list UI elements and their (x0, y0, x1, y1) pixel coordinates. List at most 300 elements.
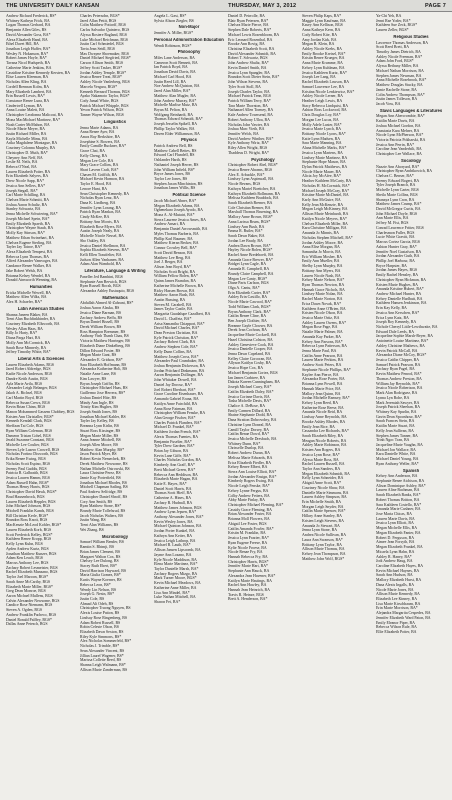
graduate-name: Lisa Marie Kirschbaum, BA (376, 601, 421, 606)
graduate-name: Eric William Mosher, BA (302, 254, 343, 259)
graduate-name: Brianna Kelsey Wendel, BA (6, 273, 51, 278)
graduate-name: Anna Rose Fairman, BA (154, 406, 193, 411)
graduate-name: Jenna Marie Adams, BA (80, 125, 119, 130)
graduate-name: Stephen Jaxon Minchinton, BS (154, 181, 203, 186)
graduate-name: Matthew Ethan Swinehart, BA (6, 235, 54, 240)
graduate-name: Ashley Nicole Lerner, BA (302, 94, 343, 99)
graduate-name: Rachel Elizabeth Lawson, BA (302, 80, 350, 85)
graduate-name: Brett A. Henderson, BA* (228, 597, 268, 602)
graduate-name: Kathryn Mariel Boettcher, BA (228, 186, 276, 191)
graduate-name: Adam Ken Leach, BGS (6, 556, 43, 561)
graduate-name: Morgan Leigh Snyder, BA (302, 504, 344, 509)
graduate-name: Kelly Cheng, BA (80, 153, 108, 158)
graduate-name: Jenna Lynn Stone, BA (302, 528, 338, 533)
graduate-name: William Jay Reynolds, BA* (376, 381, 420, 386)
graduate-name: Dana Alexis Ingalls, BA (376, 582, 415, 587)
graduate-name: Antoinette Louise Martinez, BA* (376, 339, 429, 344)
graduate-name: Kara Danielle White, BA (376, 452, 416, 457)
graduate-name: Travis R. Heinze, BGS (228, 592, 264, 597)
graduate-name: Melissa Kathleen Braddock, BA (228, 196, 279, 201)
graduate-name: Matthew James Johnson, BGS (154, 505, 202, 510)
graduate-name: Joseph Michael Curry, BA* (228, 385, 272, 390)
graduate-name: Paneller Jed Bambini, BGS (80, 274, 123, 279)
graduate-name: Derek Ivan Cochran, BA (228, 328, 267, 333)
graduate-name: Megan Marie Miller, BS (80, 433, 119, 438)
graduate-name: Emily Ann Mueller, BA (302, 259, 340, 264)
graduate-name: Luke Nathan Mitchell, BA (154, 595, 196, 600)
graduate-name: Arisa Samantha Chiappori, BA* (154, 321, 205, 326)
graduate-name: Caroline Elizabeth Hayes, BA (376, 563, 424, 568)
graduate-name: Lauren Elizabeth Heppler, BGS (6, 499, 56, 504)
graduate-name: Tayler Jay Kelley, BS (80, 419, 114, 424)
graduate-name: Bridget Lynn Cagle, BA (228, 262, 267, 267)
graduate-name: Joseph Patrick Sheehan, BA (376, 405, 421, 410)
graduate-name: Ashley Lauren Owens, BA* (302, 320, 347, 325)
graduate-name: William Fellow Bolen, BA* (154, 274, 198, 279)
graduate-name: Ayden Andrew Kurtz, BGS (6, 546, 49, 551)
graduate-name: Kristin Renee Krueger, BA (302, 56, 345, 61)
graduate-name: Emma R. Butler, BA* (228, 229, 263, 234)
graduate-name: Jordan Ashley Moore, BA (302, 240, 343, 245)
graduate-name: Kelsey Jean Thompson, BA (302, 551, 346, 556)
section-heading: Linguistics (103, 119, 127, 124)
graduate-name: Kristin M. Franklin, BA (228, 531, 266, 536)
graduate-name: Phillip Karl Baumer, BA (154, 236, 193, 241)
graduate-name: Jordan James Hayes, BGS (376, 268, 418, 273)
graduate-name: Carl Marie Schilling, BA (6, 193, 46, 198)
graduate-name: Sho Oakley, BA (80, 238, 106, 243)
graduate-name: Gavin Dean Spoonhour, BA* (376, 414, 422, 419)
graduate-name: Jonathan Michael Kahler, BS (80, 414, 126, 419)
section-heading: Political Science (172, 193, 206, 198)
graduate-name: Michael Nathan Morrison, BA (376, 68, 424, 73)
graduate-name: Joshua Benjamin Dickerson, BA (154, 364, 206, 369)
graduate-name: Sara Elizabeth Hoffmann, BS (80, 362, 127, 367)
graduate-name: Max Dwayne Shoemaker, BGS (80, 51, 129, 56)
graduate-name: Kurtis Wayne Koerner, BS (80, 578, 122, 583)
graduate-name: Nicole Bevans, BGS (228, 182, 261, 187)
graduate-name: Adam Robert Russell, BS (80, 620, 121, 625)
graduate-name: Christine Lynn Doneal, BA (228, 422, 271, 427)
graduate-name: Jennifer A. Miller, BGS* (154, 31, 194, 36)
graduate-name: Caitlin Anne Pearson, BA (302, 353, 343, 358)
graduate-name: Aaron Benjamin Dollinger, BA (154, 373, 203, 378)
graduate-name: Trent Alan Williams, BS (80, 523, 119, 528)
graduate-name: Rebeca O'Neal, BA (6, 165, 37, 169)
graduate-name: Sierra Ann Louise Elliott, BA* (228, 470, 277, 474)
graduate-name: Tayler Jay Tatroe, BA* (6, 245, 43, 250)
graduate-name: Jacob Michael Abner, BA* (154, 198, 197, 203)
graduate-name: Tavana Nicol Hudspeth, BA (6, 61, 51, 66)
graduate-name: Katherine Rose Reese, BA (302, 405, 344, 410)
graduate-name: Hannah Grace Nichols, BA (302, 287, 345, 292)
graduate-name: Alexandra Katherine Holt, BS (80, 367, 128, 372)
graduate-name: Taylor Lee Jones, BS (154, 177, 188, 181)
graduate-name: Lucie White Gravitt, BA (376, 235, 415, 240)
graduate-name: Phillip Taylor Walker, BA (154, 126, 195, 131)
graduate-name: Kelsey Lynn Kuhlman, BA (302, 65, 345, 70)
graduate-name: Chelsea C. Benser, BA* (376, 174, 414, 178)
graduate-name: Kristen Ann Rogers, BA (302, 448, 341, 453)
page-number: PAGE 7 (425, 2, 446, 9)
graduate-name: Ahmad Ali Odeh, BS (80, 601, 114, 606)
graduate-name: Joseph Smith Jones, BS (80, 409, 118, 414)
graduate-name: Amanda Jo Stewart, BA (302, 523, 340, 528)
graduate-name: Steven Lyle Lusero Crowell, BGS (6, 447, 60, 452)
graduate-name: Derek Matthew Newsome, BS (80, 461, 128, 466)
graduate-name: Michelle Lee Coulter, BGS (6, 442, 49, 447)
graduate-name: Kelly Lynn Kuhn, BGS (6, 542, 43, 547)
graduate-name: Matthew Alan Mugler, BA (154, 93, 196, 98)
graduate-name: Amos Ray Berkshire, BA (80, 134, 120, 139)
section-heading: Physics (181, 138, 197, 143)
graduate-name: Christopher Ryan Hickman, BA (376, 277, 426, 282)
graduate-name: Anna Elise Morgan, BA (302, 245, 340, 250)
graduate-name: Nicole Marie Jones, BA (376, 587, 414, 592)
graduate-name: Ryan Eugene Freese, BA (228, 540, 268, 545)
graduate-name: Stanley Schwartz, BA (6, 207, 41, 212)
graduate-name: Steven M. Carabell, BA (154, 302, 192, 307)
graduate-name: Nicole Lynn McPherson, BA* (376, 133, 424, 138)
graduate-name: Alexandra Diane McCoy, BGS* (376, 353, 427, 358)
graduate-name: David L. Chaffetz, BA* (154, 316, 192, 321)
graduate-name: Amy Jordan Kirk, BA (302, 37, 337, 42)
graduate-name: Rachel Marie Norton, BA (302, 297, 343, 302)
graduate-name: Cody Robert Kite, BA (302, 32, 338, 37)
graduate-name: Justin Reed Lill, BA (154, 79, 186, 84)
graduate-name: Oshlander Harth, BS (154, 158, 187, 163)
graduate-name: Stephanie Nicole Phillips, BA* (302, 367, 351, 372)
graduate-name: Erin Michelle Smith, BA (302, 500, 342, 505)
graduate-name: Jessica Ann Sellers, BA* (6, 183, 46, 188)
graduate-name: Lauren Ashley Simpson, BA (302, 495, 347, 500)
graduate-name: Lauren Marie Davis, BA (376, 516, 415, 521)
graduate-name: Jessica Marie Ortiz, BA (302, 316, 340, 320)
graduate-name: Leslie M. Neils, BA (6, 160, 38, 165)
graduate-name: Stephanie Ann Berwick, BGS (80, 279, 127, 284)
graduate-name: Amanda Marie Cushner, BA (376, 507, 421, 512)
graduate-name: Tanner Wayne Wilson, BGS (80, 113, 124, 118)
graduate-name: Heather Leigh Lewis, BA (302, 98, 343, 103)
graduate-name: Brianna Moll Flowers, BA (228, 517, 270, 522)
graduate-name: Nicholas John Vawter, BA (228, 122, 270, 127)
graduate-name: Austin Bussing, BA (154, 297, 186, 302)
graduate-name: Christopher Truong Nguyen, BS (80, 606, 131, 611)
graduate-name: Michael Kevin Harmon, BA (80, 177, 125, 182)
graduate-name: Kelsey Lynne Fergus, BA (228, 488, 269, 493)
graduate-name: Kevin Lane Giffe, BA* (154, 453, 191, 458)
graduate-name: Grace Chai, BA (80, 149, 105, 154)
graduate-name: Amanda Nicole Reid, BA (302, 410, 343, 415)
graduate-name: Jordan Alexander Ensign, BA* (228, 474, 277, 479)
graduate-name: Dameon Tristan Cohel, BGS (6, 433, 51, 438)
graduate-name: Jessica Renee Abrams, BGS (228, 168, 273, 172)
graduate-name: Daniel Jay Dorosz, BA* (154, 382, 193, 387)
graduate-name: Mallory Jean Quinn, BA (302, 391, 341, 396)
graduate-name: Kevin Matthew Penrod, BA* (376, 372, 422, 377)
graduate-name: Alana Michelle Marks, BA* (302, 146, 347, 151)
graduate-name: Tyler Drew Gardner, BA* (154, 444, 195, 449)
graduate-name: Chris Douglas Loy, BA* (302, 113, 341, 118)
graduate-name: Alyssa Rosiere Ragland, BGS (80, 32, 127, 37)
graduate-name: Bryan M. Pelton, BA (154, 107, 188, 112)
graduate-name: Joshua Aaron Schultz, BA (6, 202, 48, 207)
graduate-name: Mindy Ann Ingle, BS (80, 400, 114, 405)
graduate-name: Joseph Allen Moore, BS (80, 442, 119, 447)
graduate-name: John Michael Johnson, BGS (6, 504, 51, 509)
graduate-name: Mark Turner Moore, BGS* (154, 576, 197, 581)
graduate-name: Breanne Gayle Clowser, BA (228, 323, 273, 328)
graduate-name: Dean Preston Christian, BA (154, 331, 198, 335)
graduate-name: Breanna Lynn Kirlin, BS (80, 424, 119, 429)
graduate-name: Elizabeth Rose Myers, BA (80, 224, 122, 229)
graduate-name: Austin Joseph Nealy, BA (80, 229, 120, 234)
graduate-name: Rebecca Leon, BS* (80, 582, 111, 587)
graduate-name: Brittany Ann Morris, BA (80, 219, 120, 224)
graduate-name: Taylor E. Hood, BA (80, 182, 112, 187)
graduate-name: Stacy Rebecca Lindquist, BA (302, 103, 349, 108)
graduate-name: Ashley Erin Castillo, BA (228, 295, 268, 300)
graduate-name: Jake Robert Welsh, BA (6, 268, 43, 273)
graduate-name: Edward Dale Leeds, BA (376, 329, 415, 334)
graduate-name: Jeremy Paul Gaddis, BGS (6, 466, 47, 471)
graduate-name: Courtney Colonna Murphy, BA (6, 146, 56, 151)
graduate-name: Lindsey Marie Nolan, BA (302, 292, 343, 297)
graduate-name: Lauren Elizabeth Korb, BGS (6, 527, 52, 532)
graduate-name: Eric Leonard Rosenthal, BA (228, 37, 273, 42)
graduate-name: Samuel Lawrence Lee, BA (302, 84, 345, 89)
graduate-name: Lawrence Thomas Anderson, BA (376, 40, 429, 45)
graduate-name: Joseph Michael Spein, BA* (6, 216, 50, 221)
graduate-name: Zachary R. Hudnall, BA (154, 500, 193, 505)
graduate-name: Dakota Kareen Cunningham, BA (228, 380, 280, 385)
graduate-name: Nicholas Allen Kling, BA (6, 80, 47, 85)
graduate-name: Kenneth Bernard Thomas, BGS (80, 89, 130, 94)
graduate-name: Christopher Lee Wallace, BA (376, 152, 422, 157)
graduate-name: Michael R. Lauth, BA* (154, 543, 191, 548)
graduate-name: Michael D. Frankel, BA* (154, 425, 194, 430)
graduate-name: Patricia R. Galbraith, BGS (6, 471, 48, 476)
graduate-name: Megan Elizabeth Fanter, BA (376, 530, 421, 535)
graduate-name: Bryan Joseph Griffin, BS (80, 381, 120, 386)
graduate-name: Ayla Marie Avila, BGS (6, 381, 43, 386)
graduate-name: Matthew Joseph Cross, BA* (154, 354, 199, 359)
graduate-name: Erin Russell Lewis, BA* (6, 94, 45, 99)
graduate-name: Wei Zhang, BS (80, 527, 104, 532)
graduate-name: John Andrew Shultz, BA* (228, 61, 269, 66)
graduate-name: Jamie Rachelle Stone, BA (376, 87, 417, 92)
graduate-name: Catherine Marie Jenkins, BA (6, 65, 52, 70)
graduate-name: Paul Andrew Selfridge, BS (80, 490, 123, 495)
graduate-name: Oghenekaro Joseph Ayodo, BA (154, 208, 203, 213)
graduate-name: Kelley Claire Corcoran, BA (228, 356, 272, 361)
graduate-name: Jordan Ashley Temple, BGS* (80, 70, 127, 75)
graduate-name: Lauren Nicole Nash, BA (302, 273, 341, 278)
graduate-name: Michelle Lynn Carter, BGS (376, 188, 419, 193)
graduate-name: Kale Andrew Townsend, BA (228, 113, 273, 118)
graduate-name: Mark Alan Rodriguez, BA (376, 391, 418, 396)
graduate-name: Christopher William Fenske, BA (154, 411, 206, 416)
graduate-name: Matthew Allen Wilks, BA (6, 295, 47, 300)
graduate-name: Robert T. Schwartz, BGS (228, 56, 268, 61)
graduate-name: Emily Eleanor Piper, BA (376, 620, 415, 625)
graduate-name: Kevin Daniel Smith, BA (228, 65, 267, 70)
section-heading: Literature, Language & Writing (84, 269, 146, 274)
graduate-name: Brooke Ashley Rhodes, BA (302, 419, 346, 424)
graduate-name: Elizabeth Dawn Sexton, BS (80, 630, 124, 634)
graduate-name: Kathleen Anne O'Brien, BA (302, 306, 346, 311)
graduate-name: Jessica Michelle Dresbach, BA (228, 436, 277, 441)
graduate-name: Andrew Lynn Jepsen, BA* (154, 510, 197, 515)
graduate-name: Hannah Rebecca Fry, BA (228, 554, 268, 559)
graduate-name: Phillip Joel Harbour, BA (376, 258, 415, 263)
graduate-name: Mallory Elizabeth Hurst, BA (376, 578, 422, 583)
graduate-name: Cory Ann Smith, BS (80, 499, 113, 504)
graduate-name: Sarah Frances Stein, BA (376, 419, 415, 424)
graduate-name: Allison Marie Meinhardt, BA (302, 212, 349, 217)
graduate-name: Allison Marie Zanderman, BS (80, 667, 128, 672)
graduate-name: Amanda Kay Parker, BA (302, 334, 341, 339)
graduate-name: Christopher Leodonna Malicoat, BA (6, 113, 64, 118)
graduate-name: Riley Allen Wright, BGS (228, 146, 268, 151)
graduate-name: Allison Jansen Lipscomb, BA (154, 548, 201, 553)
graduate-name: Kadie Nicole Anderson, BGS (6, 372, 53, 377)
graduate-name: Jacob Voss, BA (376, 101, 401, 106)
graduate-name: Kyle Nicole Maddison, BA (154, 557, 197, 562)
graduate-name: Brian Jay Gibson, BA (154, 448, 189, 453)
graduate-name: Laura Christine Perez, BS (80, 471, 121, 476)
graduate-name: Benjamin Fuselier, BA* (154, 439, 192, 444)
graduate-name: Emily Carmen Dillard, BA (228, 408, 271, 413)
graduate-name: Lindsey Lynn Aspinwall, BA (228, 177, 274, 182)
graduate-name: Joseph G. Nesin, BS* (80, 592, 115, 597)
graduate-name: Elena Marie Martinez, BA* (154, 562, 198, 567)
graduate-name: Melissa Marie Edwards, BA (228, 455, 273, 460)
graduate-name: Rachel Lauren Russell, BA (302, 462, 345, 467)
graduate-name: Molly Adele Luster, BA* (302, 122, 342, 127)
graduate-name: Dallas Anne Petesch, BGS (6, 622, 48, 627)
graduate-name: Josephine S. Bowers, BA (80, 139, 120, 144)
graduate-name: Cameron Scott Bennett, BA (154, 60, 198, 65)
graduate-name: Erin Marie Morrison, BA* (376, 606, 418, 611)
graduate-name: Kevin Michael Meadows, BA (154, 581, 201, 586)
graduate-name: Megan Michelle Ellis, BA (376, 526, 418, 531)
graduate-name: Colin Matthew Pottorff, BGS (80, 23, 126, 28)
graduate-name: Ashley Marie Robinson, BA (302, 443, 347, 448)
graduate-name: Shanna Janeen Blaker, BA (6, 312, 48, 317)
graduate-name: Michael Quinton Johnson, BA (154, 524, 202, 529)
graduate-name: Jenna Dawn Copeland, BA (228, 352, 271, 357)
graduate-name: Robert Kevin Nemechek, BS (80, 457, 126, 462)
graduate-name: Sarah Elizabeth Riley, BA (302, 433, 344, 438)
graduate-name: Myles Thomas Barberis, BA (154, 231, 199, 236)
graduate-name: Brittany Nicole Lyons, BA* (302, 131, 346, 136)
graduate-name: Tavia Jean Seidl, BGS (80, 47, 115, 52)
graduate-name: Stephen James Tanner, BA (376, 433, 418, 438)
graduate-name: Shanaya Lynn Cron, BA (376, 197, 415, 202)
graduate-name: Jennifer Marie Hart, BA* (228, 564, 268, 569)
graduate-name: Chelsea Elizabeth Miller, BA (302, 221, 348, 226)
graduate-name: Justin Cole, BS (80, 596, 105, 601)
graduate-name: Robert Andrew Duran, BA (228, 451, 270, 456)
graduate-name: Daven Elder Williamson, BA (154, 131, 200, 136)
graduate-name: Jordan Porter Kunkel, BA (154, 529, 195, 534)
graduate-name: Anna Michelle Rosebrook, BA* (376, 78, 427, 83)
graduate-name: Noah Carter McMahon, BA (6, 122, 50, 127)
graduate-name: Matthew Alan Murphy, BS* (80, 447, 125, 452)
graduate-name: Brandon Scott Dieter Stein, BA* (228, 75, 280, 80)
section-heading: Non-Major (178, 25, 200, 30)
graduate-name: Noe Andrew McQuiston, BA (154, 84, 200, 89)
graduate-name: Nicholas Scott Bright, BA (154, 269, 196, 274)
graduate-name: Mallory Anne Brown, BGS* (228, 215, 273, 220)
graduate-name: Dylan Patrick Matthews, BA (302, 165, 348, 169)
graduate-name: Jessica Hope Cox, BA (228, 366, 264, 371)
graduate-name: Nicholas Stephen Mitchell, BA* (302, 235, 353, 240)
graduate-name: Abby Marie Finlay, BA (228, 498, 265, 503)
graduate-name: Jakob A. Bichsel, BGS (6, 391, 42, 396)
section-heading: Spanish (402, 468, 420, 473)
graduate-name: Caitlin Elizabeth Daley, BA* (228, 389, 274, 394)
graduate-name: Aaron Michael Mullens, BGS (6, 593, 53, 598)
graduate-name: Sara Kathleen Costello, BA* (376, 502, 422, 507)
section-heading: Sociology (400, 158, 421, 163)
graduate-name: John Andrew Murray, BA* (154, 98, 197, 103)
graduate-name: Megan Rose Page, BA (302, 325, 338, 330)
graduate-name: Erika Renee Ewing, BGS (6, 457, 46, 462)
graduate-name: Nicholas Fortino Dixworth, BGS (6, 452, 58, 457)
graduate-name: Kimberly Ann Graff, BA* (154, 463, 195, 468)
graduate-name: Mona MacMichael Martinez, BA* (6, 117, 61, 122)
graduate-name: Ellie Elizabeth Potter, BA (376, 630, 417, 634)
section-heading: Psychology (251, 157, 275, 162)
graduate-name: Daniel Ronald Palffey, BGS* (6, 617, 52, 622)
graduate-name: Ashley R. Haney, BA* (376, 554, 412, 559)
graduate-name: Amanda Jo Minnis, BA (302, 231, 339, 236)
graduate-name: Jeremy Edward Bogert, BA (376, 178, 420, 183)
graduate-name: Justin Carl Schmiedel, BGS (80, 42, 124, 47)
graduate-name: Bryce Harpster, BA (376, 263, 407, 268)
graduate-name: Michael Patrick Tenn, BGS (228, 94, 271, 99)
graduate-name: Elizabeth Lee Kinney, BA (376, 596, 418, 601)
graduate-name: Wesley Allan Haas, BA (6, 326, 43, 331)
graduate-name: Taylor Joel Maroon, BGS* (6, 575, 49, 580)
graduate-name: Nicole Marie Meyer, BA (6, 127, 45, 132)
graduate-name: Robert Anthony Ulloa, BA (228, 117, 270, 122)
graduate-name: Heather Kathleen McCarty, BA (302, 179, 352, 184)
graduate-name: Jacqueline Marie Cockrell, BA (228, 333, 277, 338)
graduate-name: Zachary Robert Lesmeister, BGS (6, 565, 58, 570)
graduate-name: Charles Patrick Flanders, BA* (154, 420, 202, 425)
graduate-name: Ricky Hassen Brown, BA (154, 288, 195, 293)
graduate-name: Thomas Edward Schmidt, BA* (154, 117, 203, 122)
graduate-name: Brittany Ann Myers, BA (302, 268, 341, 273)
graduate-name: Margaret Walton Cox, BS (80, 554, 121, 559)
graduate-name: Tara Marie Thornton, BA (228, 103, 268, 108)
graduate-name: Kelsey Danielle Hurlbutt, BA (376, 296, 423, 301)
graduate-name: Anthony Vinh Thanh Chau, BS (80, 334, 129, 339)
graduate-name: Connor Crowley Bell, BA* (154, 246, 197, 251)
graduate-name: Kaitlin Marie Davis, BA (376, 119, 415, 124)
graduate-name: Kara Christine Milligan, BA (302, 226, 347, 231)
graduate-name: Yevon Patrick Wilson, BGS (80, 108, 124, 113)
graduate-name: Jonathan David Davis, BA (154, 70, 196, 75)
graduate-name: Riley Kyle Simmons, BS* (80, 634, 122, 639)
graduate-name: Andrew Ansari, BA (154, 222, 186, 227)
publication-name: THE UNIVERSITY DAILY KANSAN (6, 2, 100, 9)
graduate-name: Sara Marie Manning, BA (302, 141, 342, 146)
graduate-name: Caroline Jean Vanderbilt, BA (376, 147, 422, 152)
